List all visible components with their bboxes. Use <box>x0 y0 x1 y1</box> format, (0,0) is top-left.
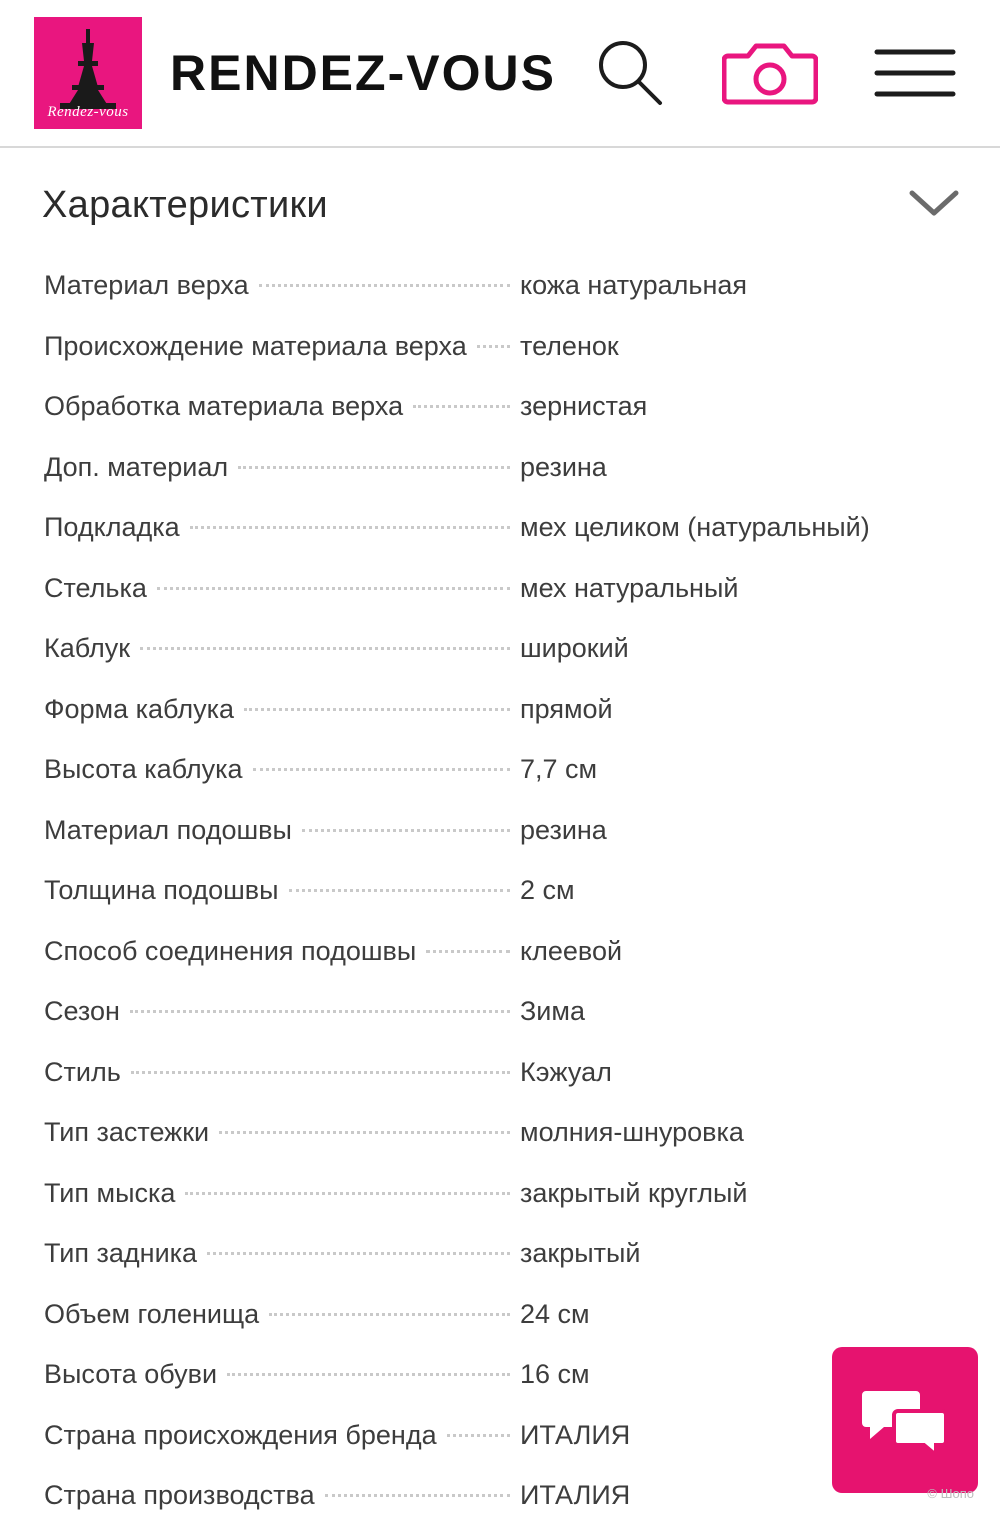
spec-label: Сезон <box>44 996 120 1026</box>
spec-value: ИТАЛИЯ <box>520 1480 631 1510</box>
spec-dot-leader <box>227 1373 510 1376</box>
spec-label: Тип задника <box>44 1238 198 1268</box>
chat-widget-button[interactable] <box>832 1347 978 1493</box>
spec-label: Толщина подошвы <box>44 875 279 905</box>
spec-row <box>44 981 960 1042</box>
spec-value: молния-шнуровка <box>520 1117 744 1147</box>
spec-value: мех натуральный <box>520 572 739 603</box>
spec-label: Материал верха <box>44 270 249 300</box>
spec-dot-leader <box>259 284 510 287</box>
spec-value: 24 см <box>520 1298 590 1329</box>
spec-value: 7,7 см <box>520 754 598 784</box>
spec-dot-leader <box>325 1494 510 1497</box>
page-title: Характеристики <box>42 184 328 226</box>
spec-row <box>44 1284 960 1345</box>
brand-logo-mark <box>34 17 142 129</box>
spec-row <box>44 1042 960 1103</box>
chevron-down-icon[interactable] <box>908 188 960 223</box>
spec-label: Тип застежки <box>44 1117 210 1147</box>
spec-row <box>44 618 960 679</box>
header-actions <box>592 36 966 110</box>
spec-row <box>44 376 960 437</box>
spec-label: Способ соединения подошвы <box>44 935 417 966</box>
specifications-list <box>0 237 1000 1526</box>
search-icon <box>592 36 666 110</box>
spec-dot-leader <box>244 708 510 711</box>
spec-label: Каблук <box>44 633 131 663</box>
spec-dot-leader <box>477 345 510 348</box>
spec-value: 2 см <box>520 875 575 905</box>
spec-value: ИТАЛИЯ <box>520 1419 631 1450</box>
spec-value: Зима <box>520 996 585 1026</box>
spec-dot-leader <box>302 829 510 832</box>
spec-dot-leader <box>157 587 510 590</box>
spec-dot-leader <box>426 950 510 953</box>
spec-dot-leader <box>289 889 510 892</box>
spec-row <box>44 921 960 982</box>
spec-row <box>44 739 960 800</box>
spec-dot-leader <box>131 1071 510 1074</box>
spec-value: Кэжуал <box>520 1056 612 1087</box>
spec-row <box>44 1223 960 1284</box>
spec-label: Доп. материал <box>44 451 229 482</box>
site-header <box>0 0 1000 148</box>
spec-value: кожа натуральная <box>520 270 748 300</box>
hamburger-menu-icon <box>874 46 956 100</box>
spec-row <box>44 800 960 861</box>
spec-row <box>44 255 960 316</box>
watermark-text: © Шопо <box>927 1486 974 1501</box>
camera-search-icon <box>722 40 818 106</box>
spec-value: мех целиком (натуральный) <box>520 512 870 542</box>
spec-label: Высота каблука <box>44 754 243 784</box>
spec-value: широкий <box>520 633 629 663</box>
spec-dot-leader <box>190 526 510 529</box>
spec-label: Обработка материала верха <box>44 391 404 421</box>
spec-dot-leader <box>447 1434 510 1437</box>
spec-row <box>44 679 960 740</box>
spec-label: Страна происхождения бренда <box>44 1419 437 1450</box>
spec-label: Стиль <box>44 1056 121 1087</box>
spec-value: прямой <box>520 693 613 724</box>
spec-row <box>44 1163 960 1224</box>
spec-value: клеевой <box>520 935 623 966</box>
spec-row <box>44 1344 960 1405</box>
spec-row <box>44 1465 960 1526</box>
spec-dot-leader <box>269 1313 510 1316</box>
spec-value: резина <box>520 451 607 482</box>
spec-label: Материал подошвы <box>44 814 292 845</box>
brand-name: RENDEZ-VOUS <box>170 45 556 101</box>
spec-dot-leader <box>185 1192 510 1195</box>
hamburger-menu-button[interactable] <box>874 46 956 100</box>
spec-row <box>44 1405 960 1466</box>
spec-value: теленок <box>520 330 619 361</box>
spec-label: Страна производства <box>44 1480 315 1510</box>
spec-dot-leader <box>253 768 510 771</box>
spec-dot-leader <box>130 1010 510 1013</box>
spec-label: Объем голенища <box>44 1298 260 1329</box>
spec-label: Происхождение материала верха <box>44 330 467 361</box>
logo-block[interactable] <box>34 17 556 129</box>
spec-value: закрытый <box>520 1238 641 1268</box>
eiffel-tower-icon <box>60 27 116 109</box>
spec-label: Стелька <box>44 572 147 603</box>
chat-bubbles-icon <box>862 1385 948 1455</box>
spec-value: 16 см <box>520 1359 590 1389</box>
spec-dot-leader <box>140 647 510 650</box>
spec-value: зернистая <box>520 391 648 421</box>
spec-row <box>44 860 960 921</box>
spec-label: Высота обуви <box>44 1359 218 1389</box>
spec-row <box>44 558 960 619</box>
logo-wordmark: Rendez-vous <box>47 104 129 120</box>
specs-section-header[interactable] <box>0 148 1000 237</box>
spec-label: Тип мыска <box>44 1177 176 1208</box>
spec-row <box>44 316 960 377</box>
spec-row <box>44 497 960 558</box>
spec-dot-leader <box>413 405 510 408</box>
spec-dot-leader <box>238 466 510 469</box>
spec-dot-leader <box>219 1131 510 1134</box>
spec-row <box>44 437 960 498</box>
spec-row <box>44 1102 960 1163</box>
spec-dot-leader <box>207 1252 510 1255</box>
spec-label: Подкладка <box>44 512 180 542</box>
spec-value: резина <box>520 814 607 845</box>
spec-value: закрытый круглый <box>520 1177 748 1208</box>
search-button[interactable] <box>592 36 666 110</box>
spec-label: Форма каблука <box>44 693 234 724</box>
camera-search-button[interactable] <box>722 40 818 106</box>
